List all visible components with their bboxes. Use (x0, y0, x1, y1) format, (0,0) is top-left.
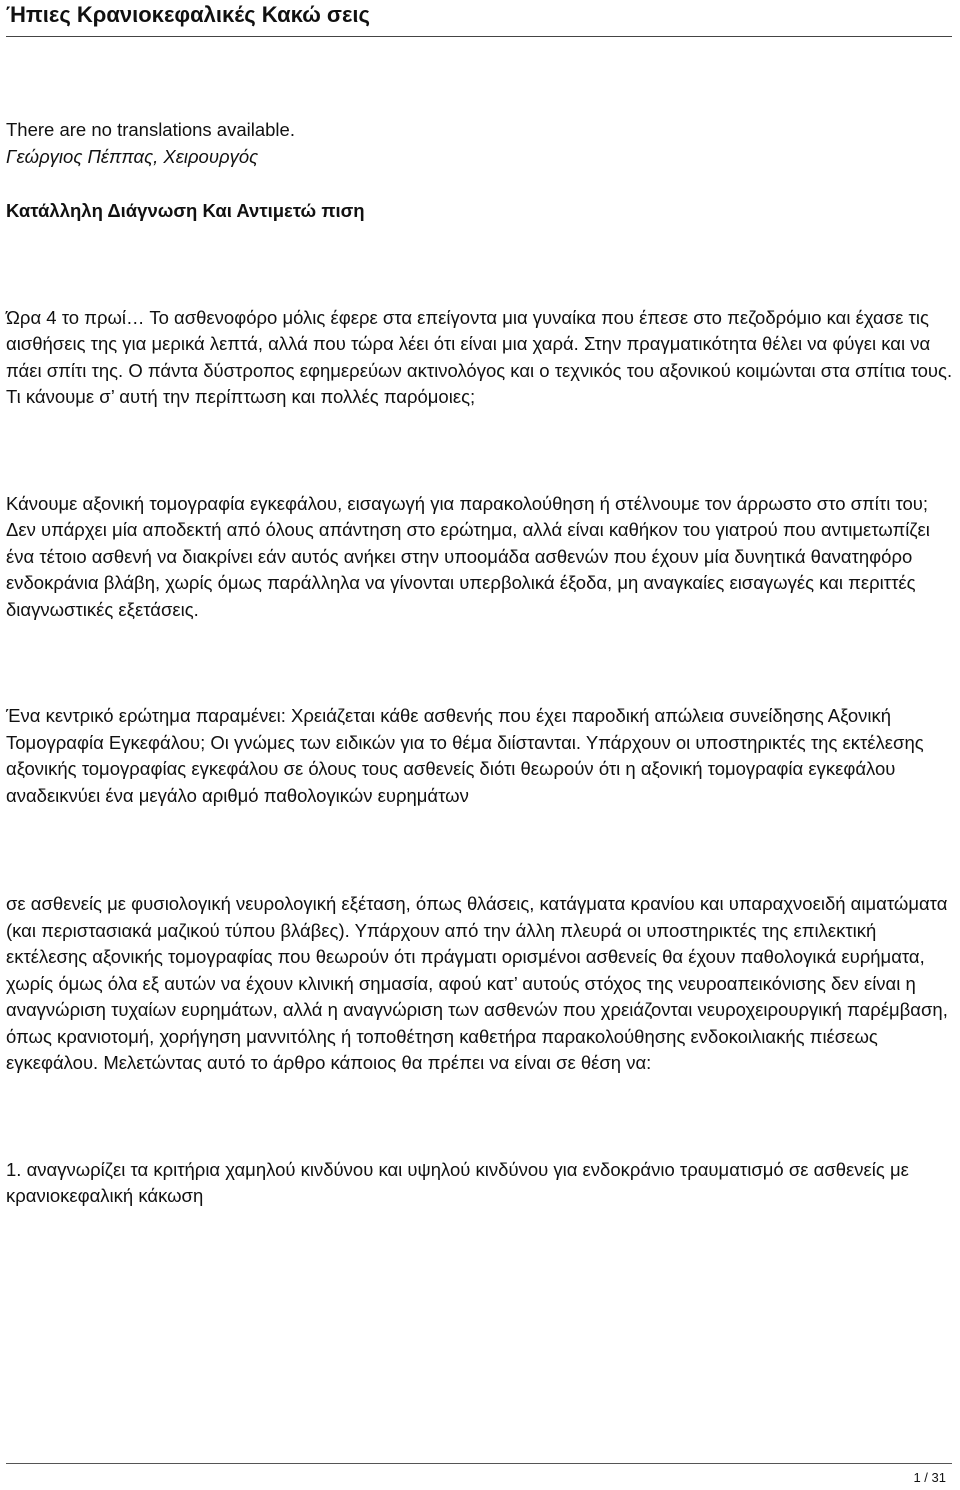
header-divider (6, 36, 952, 37)
objective-item-1: 1. αναγνωρίζει τα κριτήρια χαμηλού κινδύνου και υψηλού κινδύνου για ενδοκράνιο τραυματισμό σε ασθενείς με κρανιοκεφαλική κάκωση (6, 1158, 909, 1206)
paragraph-4: σε ασθενείς με φυσιολογική νευρολογική εξέταση, όπως θλάσεις, κατάγματα κρανίου και υπαραχνοειδή αιματώματα (και περιστασιακά μαζικού τύπου βλάβες). Υπάρχουν από την άλλη πλευρά οι υποστηρικτές της επιλεκτική εκτέλεσης αξονικής τομογραφίας που θεωρούν ότι πράγματι ορισμένοι ασθενείς θα έχουν παθολογικά ευρήματα, χωρίς όμως όλα εξ αυτών να έχουν κλινική σημασία, αφού κατ’ αυτούς στόχος της νευροαπεικόνισης δεν είναι η αναγνώριση τυχαίων ευρημάτων, αλλά η αναγνώριση των ασθενών που χρειάζονται νευροχειρουργική παρέμβαση, όπως κρανιοτομή, χορήγηση μαννιτόλης ή τοποθέτηση καθετήρα παρακολούθησης ενδοκοιλιακής πιέσεως εγκεφάλου. Μελετώντας αυτό το άρθρο κάποιος θα πρέπει να είναι σε θέση να: (6, 893, 948, 1073)
paragraph-2: Κάνουμε αξονική τομογραφία εγκεφάλου, εισαγωγή για παρακολούθηση ή στέλνουμε τον άρρωστο στο σπίτι του; Δεν υπάρχει μία αποδεκτή από όλους απάντηση στο ερώτημα, αλλά είναι καθήκον του γιατρού που αντιμετωπίζει ένα τέτοιο ασθενή να διακρίνει εάν αυτός ανήκει στην υποομάδα ασθενών που έχουν μία δυνητικά θανατηφόρο ενδοκράνια βλάβη, χωρίς όμως παράλληλα να γίνονται υπερβολικά έξοδα, μη αναγκαίες εισαγωγές και περιττές διαγνωστικές εξετάσεις. (6, 492, 930, 620)
paragraph-1: Ώρα 4 το πρωί… Το ασθενοφόρο μόλις έφερε στα επείγοντα μια γυναίκα που έπεσε στο πεζοδρόμιο και έχασε τις αισθήσεις της για μερικά λεπτά, αλλά που τώρα λέει ότι είναι μια χαρά. Στην πραγματικότητα θέλει να φύγει και να πάει σπίτι της. Ο πάντα δύστροπος εφημερεύων ακτινολόγος και ο τεχνικός του αξονικού κοιμώνται στα σπίτια τους. Τι κάνουμε σ’ αυτή την περίπτωση και πολλές παρόμοιες; (6, 306, 953, 407)
footer-divider (6, 1463, 952, 1464)
article-body (6, 117, 954, 1210)
page-number: 1 / 31 (913, 1470, 946, 1485)
paragraph-3: Ένα κεντρικό ερώτημα παραμένει: Χρειάζεται κάθε ασθενής που έχει παροδική απώλεια συνείδησης Αξονική Τομογραφία Εγκεφάλου; Οι γνώμες των ειδικών για το θέμα διίστανται. Υπάρχουν οι υποστηρικτές της εκτέλεσης αξονικής τομογραφίας εγκεφάλου σε όλους τους ασθενείς διότι θεωρούν ότι η αξονική τομογραφία εγκεφάλου αναδεικνύει ένα μεγάλο αριθμό παθολογικών ευρημάτων (6, 705, 924, 806)
author-line: Γεώργιος Πέππας, Χειρουργός (6, 145, 259, 167)
section-heading: Κατάλληλη Διάγνωση Και Αντιμετώ πιση (6, 200, 365, 221)
translation-notice: There are no translations available. (6, 119, 295, 140)
document-title: Ήπιες Κρανιοκεφαλικές Κακώ σεις (6, 2, 370, 27)
